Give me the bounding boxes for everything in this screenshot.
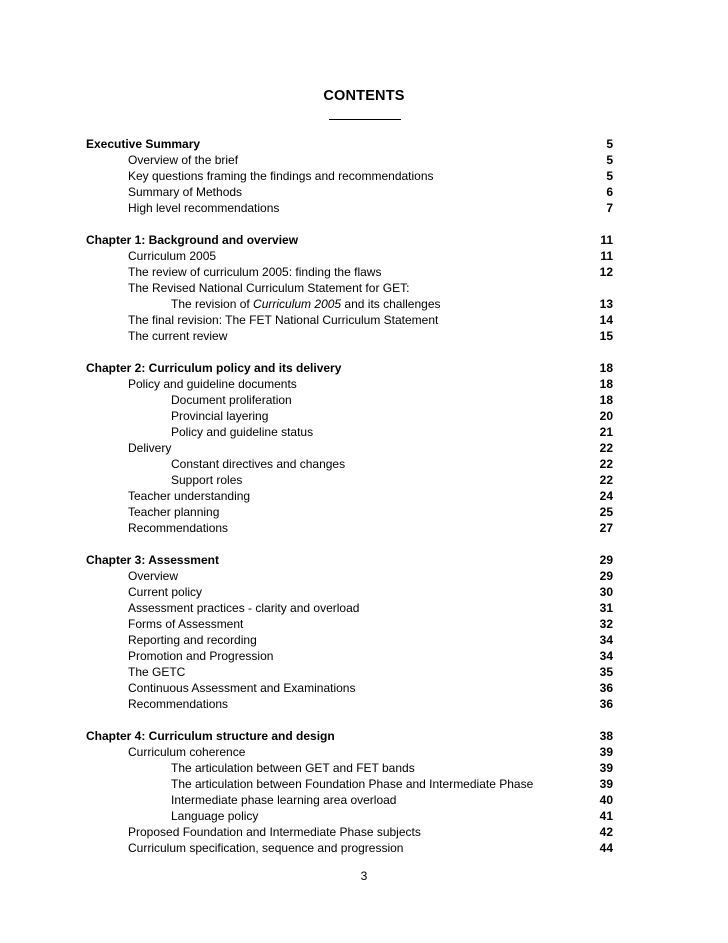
toc-entry-title: Reporting and recording (128, 633, 257, 647)
toc-entry-page: 14 (599, 313, 613, 327)
toc-entry-title: Chapter 2: Curriculum policy and its delivery (86, 361, 342, 375)
toc-entry-page: 22 (599, 473, 613, 487)
toc-entry (0, 696, 728, 712)
toc-entry-title: Language policy (171, 809, 259, 823)
toc-entry-page: 7 (606, 201, 613, 215)
toc-entry (0, 200, 728, 216)
toc-entry-page: 18 (599, 361, 613, 375)
toc-entry-page: 38 (599, 729, 613, 743)
toc-entry-title: Chapter 4: Curriculum structure and design (86, 729, 335, 743)
toc-entry (0, 424, 728, 440)
toc-entry (0, 632, 728, 648)
toc-entry-page: 25 (599, 505, 613, 519)
toc-entry-title: Delivery (128, 441, 172, 455)
toc-entry-page: 36 (599, 681, 613, 695)
toc-entry-page: 22 (599, 457, 613, 471)
toc-entry-page: 21 (599, 425, 613, 439)
toc-entry-page: 24 (599, 489, 613, 503)
toc-entry-page: 44 (599, 841, 613, 855)
toc-entry (0, 760, 728, 776)
toc-chapter-entry (0, 552, 728, 568)
toc-entry-title: Curriculum specification, sequence and progression (128, 841, 404, 855)
toc-entry (0, 808, 728, 824)
toc-entry-title: Summary of Methods (128, 185, 243, 199)
toc-entry-title: The articulation between Foundation Phase and Intermediate Phase (171, 777, 534, 791)
toc-entry (0, 408, 728, 424)
toc-entry-page: 22 (599, 441, 613, 455)
toc-entry-title: Continuous Assessment and Examinations (128, 681, 356, 695)
toc-entry-title: Chapter 3: Assessment (86, 553, 219, 567)
toc-entry-page: 31 (599, 601, 613, 615)
toc-entry (0, 488, 728, 504)
toc-entry-title: Key questions framing the findings and recommendations (128, 169, 434, 183)
toc-entry-page: 39 (599, 777, 613, 791)
toc-entry-title: Support roles (171, 473, 243, 487)
toc-entry-title: Assessment practices - clarity and overload (128, 601, 360, 615)
toc-entry-title: Provincial layering (171, 409, 269, 423)
toc-entry-page: 29 (599, 553, 613, 567)
toc-entry-title: Curriculum coherence (128, 745, 246, 759)
toc-entry-page: 32 (599, 617, 613, 631)
toc-entry-title: The review of curriculum 2005: finding the flaws (128, 265, 382, 279)
toc-entry-page: 39 (599, 745, 613, 759)
toc-entry-page: 11 (600, 233, 613, 247)
toc-entry-title: Chapter 1: Background and overview (86, 233, 299, 247)
toc-entry (0, 600, 728, 616)
toc-entry (0, 296, 728, 312)
toc-entry-page: 6 (606, 185, 613, 199)
toc-chapter-entry (0, 232, 728, 248)
toc-entry-page: 18 (599, 377, 613, 391)
toc-entry (0, 328, 728, 344)
toc-entry-page: 27 (599, 521, 613, 535)
toc-entry-title: High level recommendations (128, 201, 280, 215)
toc-entry-title: Teacher understanding (128, 489, 251, 503)
toc-entry-page: 5 (606, 153, 613, 167)
toc-chapter-entry (0, 728, 728, 744)
toc-entry-page: 35 (599, 665, 613, 679)
toc-entry (0, 584, 728, 600)
toc-entry-page: 40 (599, 793, 613, 807)
toc-entry (0, 504, 728, 520)
toc-entry (0, 168, 728, 184)
toc-entry-title: Policy and guideline documents (128, 377, 297, 391)
toc-entry-title: Intermediate phase learning area overload (171, 793, 397, 807)
toc-entry (0, 840, 728, 856)
toc-entry-title: The articulation between GET and FET bands (171, 761, 415, 775)
toc-entry (0, 568, 728, 584)
toc-entry-title: The current review (128, 329, 228, 343)
toc-entry (0, 824, 728, 840)
toc-chapter-entry (0, 136, 728, 152)
toc-entry-page: 42 (599, 825, 613, 839)
toc-entry (0, 648, 728, 664)
toc-entry-page: 34 (599, 649, 613, 663)
toc-entry (0, 392, 728, 408)
toc-entry (0, 680, 728, 696)
toc-entry (0, 520, 728, 536)
toc-entry (0, 440, 728, 456)
toc-entry (0, 264, 728, 280)
toc-entry-title: Teacher planning (128, 505, 220, 519)
toc-entry-page: 18 (599, 393, 613, 407)
toc-entry-page: 30 (599, 585, 613, 599)
toc-entry (0, 776, 728, 792)
toc-entry-page: 5 (606, 137, 613, 151)
title-underline (329, 119, 401, 120)
toc-entry-title: Forms of Assessment (128, 617, 244, 631)
toc-entry-title: Overview (128, 569, 179, 583)
toc-entry-page: 15 (599, 329, 613, 343)
toc-entry (0, 472, 728, 488)
toc-entry (0, 152, 728, 168)
toc-entry-title: Executive Summary (86, 137, 201, 151)
toc-entry-title: Recommendations (128, 521, 229, 535)
toc-entry (0, 744, 728, 760)
table-of-contents (0, 136, 728, 856)
toc-entry-page: 5 (606, 169, 613, 183)
toc-entry-title: Curriculum 2005 (128, 249, 217, 263)
page-number: 3 (360, 869, 368, 883)
toc-entry-page: 11 (600, 249, 613, 263)
toc-entry (0, 312, 728, 328)
toc-entry (0, 376, 728, 392)
toc-entry-title: Constant directives and changes (171, 457, 346, 471)
toc-entry (0, 792, 728, 808)
toc-entry-page: 41 (599, 809, 613, 823)
toc-entry-page: 39 (599, 761, 613, 775)
page-title: CONTENTS (323, 88, 405, 104)
toc-entry-title: The Revised National Curriculum Statement for GET: (128, 281, 410, 295)
toc-entry-page: 29 (599, 569, 613, 583)
toc-entry-title: Overview of the brief (128, 153, 239, 167)
toc-entry-title: The GETC (128, 665, 186, 679)
toc-entry-title: Recommendations (128, 697, 229, 711)
toc-entry-title: Document proliferation (171, 393, 292, 407)
toc-entry-title: Proposed Foundation and Intermediate Phase subjects (128, 825, 421, 839)
toc-entry-page: 20 (599, 409, 613, 423)
toc-entry-page: 34 (599, 633, 613, 647)
toc-chapter-entry (0, 360, 728, 376)
toc-entry (0, 664, 728, 680)
toc-entry-title: Current policy (128, 585, 203, 599)
toc-entry (0, 280, 728, 296)
toc-entry-title: Promotion and Progression (128, 649, 274, 663)
toc-entry-title: The revision of Curriculum 2005 and its challenges (171, 297, 441, 311)
toc-entry-title: The final revision: The FET National Curriculum Statement (128, 313, 439, 327)
toc-entry (0, 184, 728, 200)
toc-entry-page: 13 (599, 297, 613, 311)
toc-entry (0, 616, 728, 632)
toc-entry (0, 456, 728, 472)
toc-entry-title: Policy and guideline status (171, 425, 314, 439)
toc-entry-page: 36 (599, 697, 613, 711)
toc-entry-page: 12 (599, 265, 613, 279)
toc-entry (0, 248, 728, 264)
